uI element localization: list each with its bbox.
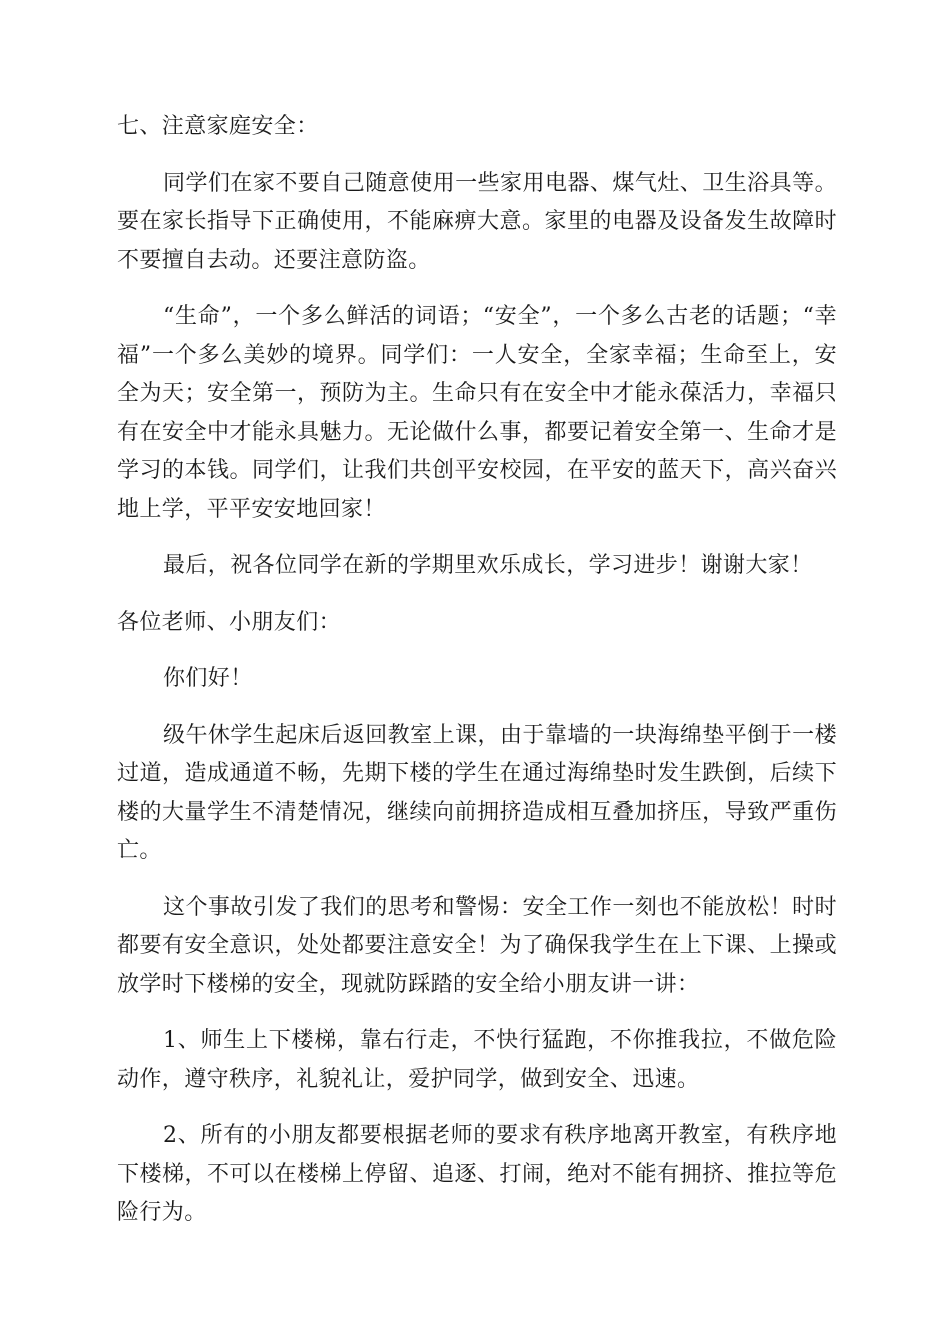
- paragraph-reflection: 这个事故引发了我们的思考和警惕：安全工作一刻也不能放松！时时都要有安全意识，处处都要注意安全！为了确保我学生在上下课、上操或放学时下楼梯的安全，现就防踩踏的安全给小朋友讲一讲：: [117, 894, 837, 997]
- rule-item-1: 1、师生上下楼梯，靠右行走，不快行猛跑，不你推我拉，不做危险动作，遵守秩序，礼貌礼让，爱护同学，做到安全、迅速。: [117, 1028, 837, 1092]
- salutation: 各位老师、小朋友们：: [117, 609, 342, 635]
- paragraph-life-safety-happiness: “生命”，一个多么鲜活的词语；“安全”，一个多么古老的话题；“幸福”一个多么美妙的境界。同学们：一人安全，全家幸福；生命至上，安全为天；安全第一，预防为主。生命只有在安全中才能永葆活力，幸福只有在安全中才能永具魅力。无论做什么事，都要记着安全第一、生命才是学习的本钱。同学们，让我们共创平安校园，在平安的蓝天下，高兴奋兴地上学，平平安安地回家！: [117, 304, 837, 522]
- greeting: 你们好！: [163, 666, 253, 691]
- paragraph-incident: 级午休学生起床后返回教室上课，由于靠墙的一块海绵垫平倒于一楼过道，造成通道不畅，先期下楼的学生在通过海绵垫时发生跌倒，后续下楼的大量学生不清楚情况，继续向前拥挤造成相互叠加挤压，导致严重伤亡。: [117, 722, 837, 863]
- section-heading-home-safety: 七、注意家庭安全：: [117, 114, 319, 139]
- paragraph-home-appliances: 同学们在家不要自己随意使用一些家用电器、煤气灶、卫生浴具等。要在家长指导下正确使用，不能麻痹大意。家里的电器及设备发生故障时不要擅自去动。还要注意防盗。: [117, 170, 837, 273]
- document-body: [117, 108, 837, 1251]
- rule-item-2: 2、所有的小朋友都要根据老师的要求有秩序地离开教室，有秩序地下楼梯，不可以在楼梯上停留、追逐、打闹，绝对不能有拥挤、推拉等危险行为。: [117, 1123, 837, 1225]
- paragraph-closing-wishes: 最后，祝各位同学在新的学期里欢乐成长，学习进步！谢谢大家！: [163, 553, 813, 578]
